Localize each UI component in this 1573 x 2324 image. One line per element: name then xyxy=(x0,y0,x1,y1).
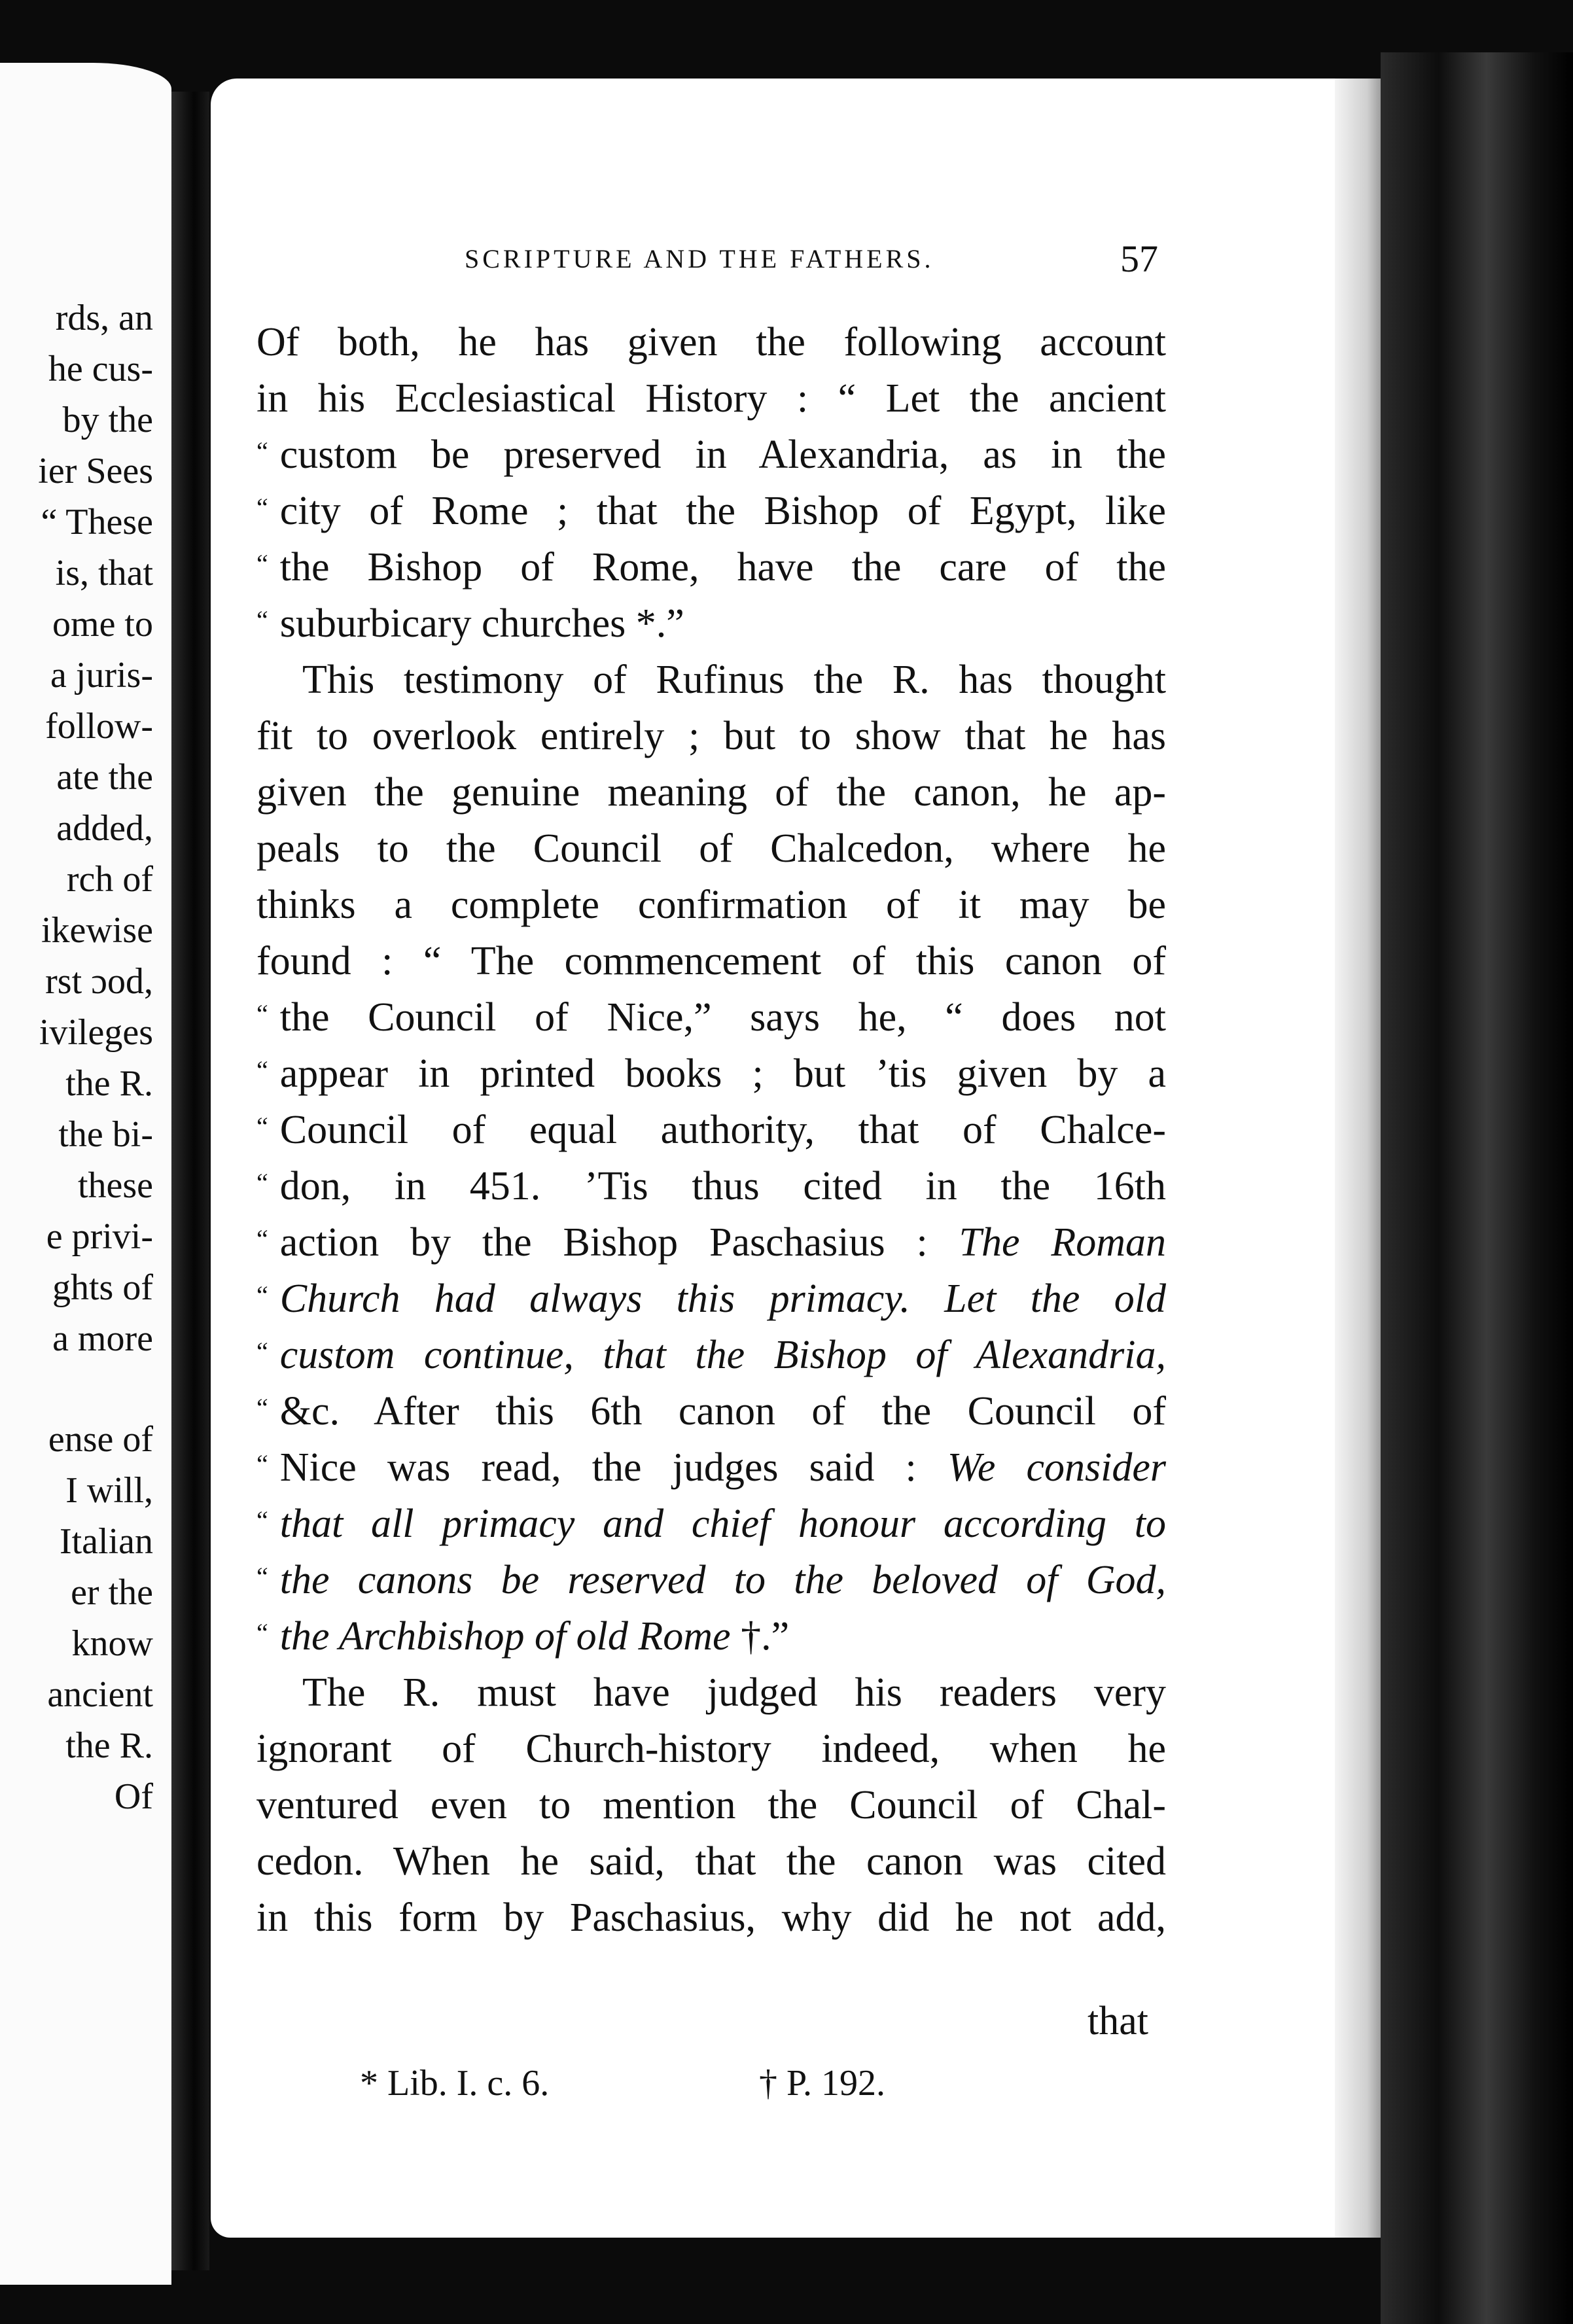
body-line: thinks a complete confirmation of it may be xyxy=(256,883,1166,927)
body-line: “ Council of equal authority, that of Chalce- xyxy=(256,1108,1166,1152)
body-line: peals to the Council of Chalcedon, where he xyxy=(256,826,1166,871)
left-page-fragment: ome to xyxy=(52,604,153,644)
body-line: “ appear in printed books ; but ’tis given by a xyxy=(256,1051,1166,1096)
left-page-fragment: rds, an xyxy=(55,298,153,338)
quote-mark: “ xyxy=(256,999,268,1029)
body-line: in his Ecclesiastical History : “ Let the ancient xyxy=(256,376,1166,421)
left-page-fragment: follow- xyxy=(45,706,153,747)
left-page-fragment: added, xyxy=(56,808,153,849)
body-line: Of both, he has given the following account xyxy=(256,320,1166,364)
left-page-fragment: ikewise xyxy=(41,910,153,951)
left-page-fragment: the R. xyxy=(65,1725,153,1766)
quote-mark: “ xyxy=(256,1562,268,1591)
quote-mark: “ xyxy=(256,1168,268,1197)
left-page-fragment: ier Sees xyxy=(38,451,153,491)
quote-mark: “ xyxy=(256,1224,268,1254)
italic-text: Let the old xyxy=(944,1276,1167,1321)
body-line: “ the canons be reserved to the beloved of God, xyxy=(256,1558,1166,1602)
left-page-fragment: I will, xyxy=(65,1470,153,1511)
body-line: “ Nice was read, the judges said : We consider xyxy=(256,1445,1166,1490)
quote-mark: “ xyxy=(256,436,268,466)
italic-text: We consider xyxy=(947,1445,1166,1490)
quote-mark: “ xyxy=(256,1449,268,1479)
catchword: that xyxy=(1087,1999,1148,2043)
left-facing-page xyxy=(0,63,171,2285)
book-binding xyxy=(1381,52,1573,2324)
running-header: SCRIPTURE AND THE FATHERS. xyxy=(465,244,934,273)
left-page-fragment: by the xyxy=(62,400,153,440)
body-line: “ &c. After this 6th canon of the Council of xyxy=(256,1389,1166,1434)
quote-mark: “ xyxy=(256,605,268,635)
body-line: “ custom be preserved in Alexandria, as in the xyxy=(256,432,1166,477)
body-line: “ action by the Bishop Paschasius : The Roman xyxy=(256,1220,1167,1265)
italic-text: The Roman xyxy=(959,1220,1167,1265)
body-line: “ custom continue, that the Bishop of Alexandria, xyxy=(256,1333,1166,1377)
left-page-fragment: a more xyxy=(52,1318,153,1359)
quote-mark: “ xyxy=(256,549,268,578)
left-page-fragment: these xyxy=(77,1165,153,1206)
body-line: “ suburbicary churches *.” xyxy=(256,601,684,646)
footnote: † P. 192. xyxy=(759,2063,885,2104)
body-line: fit to overlook entirely ; but to show that he has xyxy=(256,714,1166,758)
quote-mark: “ xyxy=(256,1280,268,1310)
book-gutter xyxy=(171,92,209,2270)
body-line: given the genuine meaning of the canon, he ap- xyxy=(256,770,1166,815)
body-line: “ the Archbishop of old Rome †.” xyxy=(256,1614,790,1659)
left-page-fragment: he cus- xyxy=(48,349,153,389)
quote-mark: “ xyxy=(256,1393,268,1422)
quote-mark: “ xyxy=(256,1055,268,1085)
left-page-fragment: ancient xyxy=(47,1674,153,1715)
left-page-fragment: a juris- xyxy=(50,655,153,695)
body-line: ignorant of Church-history indeed, when he xyxy=(256,1727,1166,1771)
left-page-fragment: ivileges xyxy=(39,1012,153,1053)
body-line: ventured even to mention the Council of Chal- xyxy=(256,1783,1166,1827)
quote-mark: “ xyxy=(256,493,268,522)
left-page-fragment: rch of xyxy=(66,859,153,900)
left-page-fragment: is, that xyxy=(55,553,153,593)
left-page-fragment: ghts of xyxy=(52,1267,153,1308)
left-page-fragment: er the xyxy=(71,1572,153,1613)
left-page-fragment: ate the xyxy=(56,757,153,798)
body-line: “ don, in 451. ’Tis thus cited in the 16th xyxy=(256,1164,1166,1208)
left-page-fragment: e privi- xyxy=(46,1216,153,1257)
quote-mark: “ xyxy=(256,1618,268,1647)
body-line: in this form by Paschasius, why did he not add, xyxy=(256,1895,1166,1940)
left-page-fragment: Of xyxy=(114,1776,153,1817)
body-line: “ the Council of Nice,” says he, “ does not xyxy=(256,995,1166,1040)
page-number: 57 xyxy=(1120,238,1158,280)
left-page-fragment: know xyxy=(71,1623,153,1664)
left-page-fragment: ense of xyxy=(48,1419,153,1460)
quote-mark: “ xyxy=(256,1337,268,1366)
body-line: The R. must have judged his readers very xyxy=(302,1670,1166,1715)
body-line: cedon. When he said, that the canon was cited xyxy=(256,1839,1166,1884)
quote-mark: “ xyxy=(256,1505,268,1535)
body-line: “ city of Rome ; that the Bishop of Egypt, like xyxy=(256,489,1166,533)
left-page-fragment: “ These xyxy=(41,502,153,542)
body-line: found : “ The commencement of this canon of xyxy=(256,939,1166,983)
body-line: “ that all primacy and chief honour according to xyxy=(256,1502,1166,1546)
footnote: * Lib. I. c. 6. xyxy=(360,2063,550,2104)
body-line: “ Church had always this primacy. Let the old xyxy=(256,1276,1167,1321)
left-page-fragment: the R. xyxy=(65,1063,153,1104)
left-page-fragment: Italian xyxy=(59,1521,153,1562)
body-line: “ the Bishop of Rome, have the care of the xyxy=(256,545,1166,590)
body-line: This testimony of Rufinus the R. has thought xyxy=(302,658,1166,702)
left-page-fragment: rst ɔod, xyxy=(45,961,153,1002)
quote-mark: “ xyxy=(256,1112,268,1141)
left-page-fragment: the bi- xyxy=(58,1114,153,1155)
